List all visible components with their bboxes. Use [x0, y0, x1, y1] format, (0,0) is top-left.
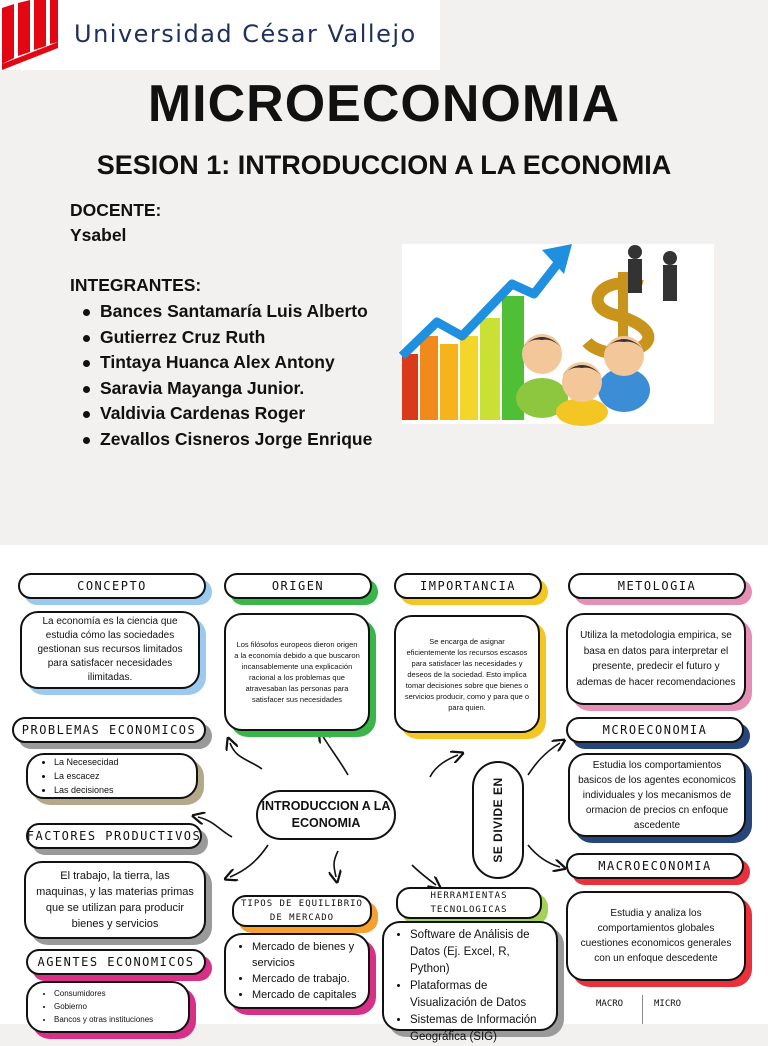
- header-bar: [0, 0, 440, 70]
- macro-label: MACRO: [596, 999, 624, 1009]
- microeconomia-title: MCROECONOMIA: [566, 717, 744, 743]
- concepto-box: [20, 611, 200, 689]
- list-item: • La escacez: [54, 769, 119, 783]
- page-title: MICROECONOMIA: [147, 75, 621, 133]
- divide-pill: [472, 761, 524, 879]
- integrantes-list: [70, 299, 372, 452]
- herramientas-title-text: HERRAMIENTAS TECNOLOGICAS: [430, 891, 508, 915]
- list-item: • Mercado de capitales: [252, 987, 360, 1003]
- mind-map: [0, 545, 768, 1043]
- metologia-text: Utiliza la metodologia empirica, se basa en datos para interpretar el presente, predecir el futuro y ademas de hacer recomendaciones: [576, 630, 736, 688]
- list-item: • Mercado de bienes y servicios: [252, 939, 360, 971]
- list-item: Bances Santamaría Luis Alberto: [70, 299, 372, 325]
- economy-illustration: [402, 244, 714, 424]
- metologia-title: METOLOGIA: [568, 573, 746, 599]
- microeconomia-text: Estudia los comportamientos basicos de los agentes economicos individuales y los mecanismos de ormacion de precios cn enfoque ascedente: [578, 759, 736, 831]
- macroeconomia-box: [566, 891, 746, 981]
- microeconomia-box: [568, 753, 746, 837]
- factores-box: [24, 861, 206, 939]
- tipos-title-text: TIPOS DE EQUILIBRIO DE MERCADO: [241, 899, 363, 923]
- importancia-title: IMPORTANCIA: [394, 573, 542, 599]
- tipos-box: [224, 933, 370, 1009]
- list-item: • Sistemas de Información Geográfica (SIG): [410, 1012, 548, 1046]
- list-item: • Las decisiones: [54, 783, 119, 797]
- importancia-box: [394, 615, 540, 733]
- macroeconomia-text: Estudia y analiza los comportamientos globales cuestiones economicos generales con un enfoque descedente: [580, 908, 732, 964]
- list-item: • Plataformas de Visualización de Datos: [410, 978, 548, 1012]
- list-item: • Bancos y otras instituciones: [54, 1013, 153, 1026]
- list-item: Tintaya Huanca Alex Antony: [70, 350, 372, 376]
- factores-title: FACTORES PRODUCTIVOS: [26, 823, 202, 849]
- list-item: • Mercado de trabajo.: [252, 971, 360, 987]
- origen-title: ORIGEN: [224, 573, 372, 599]
- list-item: Valdivia Cardenas Roger: [70, 401, 372, 427]
- integrantes-label: INTEGRANTES:: [70, 275, 202, 295]
- importancia-text: Se encarga de asignar eficientemente los recursos escasos para satisfacer las necesidades y deseos de la sociedad. Esto implica tomar decisiones sobre que bienes o servicios producir, como y para que o para quien.: [404, 636, 530, 712]
- macroeconomia-title: MACROECONOMIA: [566, 853, 744, 879]
- problemas-box: [26, 753, 198, 799]
- university-logo: [0, 0, 60, 70]
- micro-label: MICRO: [654, 999, 682, 1009]
- list-item: • Consumidores: [54, 987, 153, 1000]
- university-name: Universidad César Vallejo: [74, 20, 417, 48]
- docente-label: DOCENTE:: [70, 200, 162, 220]
- herramientas-title: [396, 887, 542, 919]
- list-item: Saravia Mayanga Junior.: [70, 376, 372, 402]
- list-item: • Gobierno: [54, 1000, 153, 1013]
- origen-text: Los filósofos europeos dieron origen a la economía debido a que buscaron incansablemente una explicación racional a los problemas que atravesaban las personas para satisfacer sus necesidades: [234, 640, 360, 704]
- agentes-box: [26, 981, 190, 1033]
- list-item: Zevallos Cisneros Jorge Enrique: [70, 427, 372, 453]
- list-item: Gutierrez Cruz Ruth: [70, 325, 372, 351]
- agentes-title: AGENTES ECONOMICOS: [26, 949, 206, 975]
- problemas-title: PROBLEMAS ECONOMICOS: [12, 717, 206, 743]
- tipos-title: [232, 895, 372, 927]
- list-item: • La Necesecidad: [54, 755, 119, 769]
- concepto-text: La economía es la ciencia que estudia cómo las sociedades gestionan sus recursos limitados para satisfacer necesidades ilimitadas.: [37, 616, 183, 683]
- concepto-title: CONCEPTO: [18, 573, 206, 599]
- page-subtitle: SESION 1: INTRODUCCION A LA ECONOMIA: [96, 150, 672, 180]
- herramientas-box: [382, 921, 558, 1043]
- macro-micro-divider: [642, 995, 643, 1024]
- factores-text: El trabajo, la tierra, las maquinas, y las materias primas que se utilizan para producir bienes y servicios: [36, 870, 194, 930]
- divide-label: SE DIVIDE EN: [491, 777, 505, 863]
- course-info: [70, 198, 372, 452]
- metologia-box: [566, 613, 746, 705]
- origen-box: [224, 613, 370, 731]
- list-item: • Software de Análisis de Datos (Ej. Excel, R, Python): [410, 927, 548, 978]
- center-topic: INTRODUCCION A LA ECONOMIA: [256, 790, 396, 840]
- docente-name: Ysabel: [70, 225, 127, 245]
